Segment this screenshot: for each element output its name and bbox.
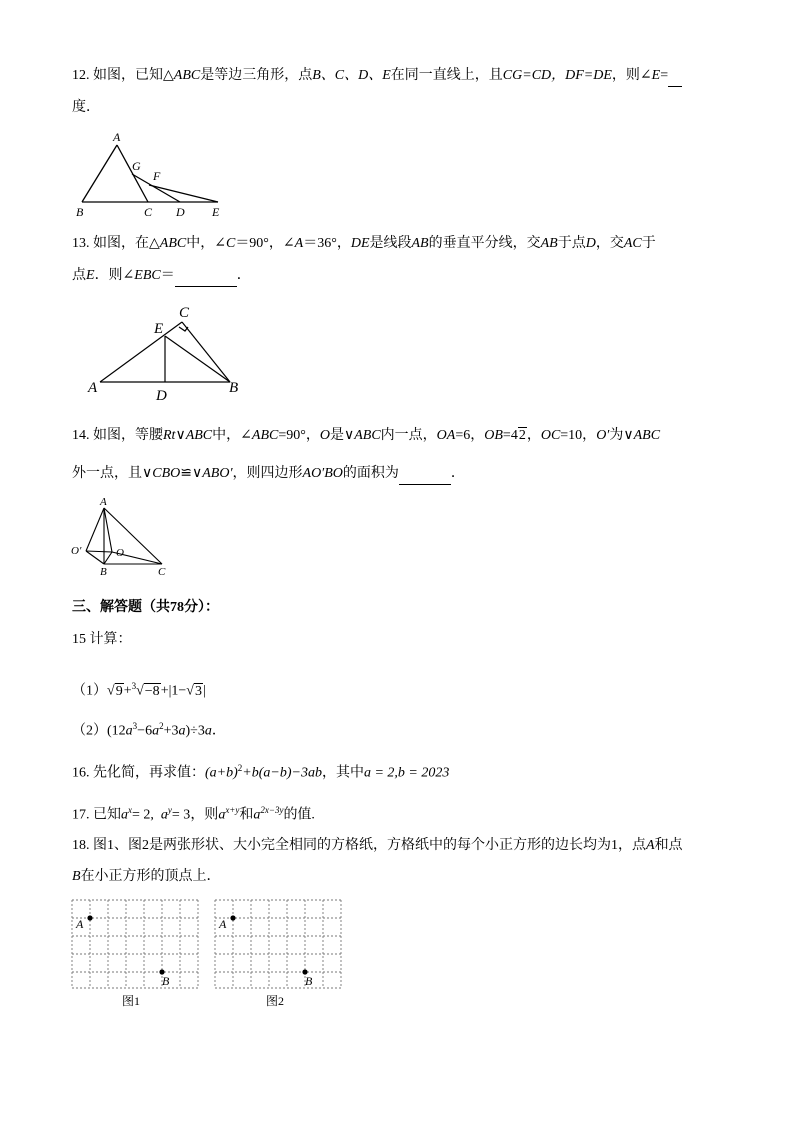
- label-B: B: [100, 566, 107, 578]
- label-D: D: [176, 205, 185, 219]
- label-E: E: [212, 205, 220, 219]
- q18-line2: B在小正方形的顶点上．: [72, 869, 221, 884]
- q15-part2: $(2)(12a^3-6a^2+3a)\div 3a$．: [72, 721, 226, 739]
- q12-figure: [70, 128, 230, 222]
- q14-line2: 外一点，且∨CBO≌∨ABO′，则四边形AO′BO的面积为 ．: [72, 464, 465, 485]
- grid1-caption: 图1: [122, 994, 141, 1008]
- label-A: A: [88, 380, 98, 396]
- label-O: O: [116, 547, 124, 559]
- q15-title: 15 计算：: [72, 632, 132, 647]
- label-C: C: [144, 205, 153, 219]
- q13-figure: [84, 300, 254, 406]
- q14-figure: [66, 494, 176, 580]
- point-A: [87, 915, 92, 920]
- q12-line1: 12. 如图，已知△ABC是等边三角形，点B、C、D、E在同一直线上，且CG=CD，DF=DE，则∠E=: [72, 66, 682, 87]
- grid-figure-1: [70, 898, 200, 990]
- label-A: A: [100, 496, 107, 508]
- q17: 17. 已知$a^x= 2$, $a^y= 3$，则$a^{x+y}$和$a^{2x-3y}$的值.: [72, 805, 315, 823]
- label-B: B: [305, 974, 313, 988]
- grid2-caption: 图2: [266, 994, 285, 1008]
- label-G: G: [132, 159, 141, 173]
- label-B: B: [76, 205, 84, 219]
- answer-blank: [399, 464, 451, 485]
- label-B: B: [229, 380, 239, 396]
- q16: 16. 先化简，再求值：$(a+b)^2+b(a-b)-3ab$，其中a = 2,b = 2023: [72, 763, 450, 781]
- label-D: D: [156, 388, 167, 404]
- point-A: [230, 915, 235, 920]
- section-heading: 三、解答题（共78分）：: [72, 600, 219, 615]
- q15-part1: （1）√9+$^3$√−8+|1−√3|: [72, 681, 206, 699]
- q18-line1: 18. 图1、图2是两张形状、大小完全相同的方格纸，方格纸中的每个小正方形的边长均为1，点A和点: [72, 838, 683, 853]
- q13-line1: 13. 如图，在△ABC中，∠C＝90°，∠A＝36°，DE是线段AB的垂直平分线，交AB于点D，交AC于: [72, 236, 656, 251]
- label-F: F: [153, 169, 161, 183]
- label-C: C: [179, 305, 190, 321]
- label-A: A: [219, 917, 227, 931]
- label-B: B: [162, 974, 170, 988]
- q12-line2: 度．: [72, 100, 100, 115]
- answer-blank: [668, 66, 682, 87]
- label-A: A: [76, 917, 84, 931]
- label-E: E: [154, 321, 164, 337]
- label-O-prime: O′: [71, 545, 82, 557]
- answer-blank: [175, 266, 237, 287]
- q14-line1: 14. 如图，等腰Rt∨ABC中，∠ABC=90°，O是∨ABC内一点，OA=6，OB=42，OC=10，O′为∨ABC: [72, 428, 661, 443]
- label-A: A: [113, 130, 121, 144]
- q13-line2: 点E．则∠EBC＝ ．: [72, 266, 251, 287]
- grid-figure-2: [213, 898, 343, 990]
- label-C: C: [158, 566, 166, 578]
